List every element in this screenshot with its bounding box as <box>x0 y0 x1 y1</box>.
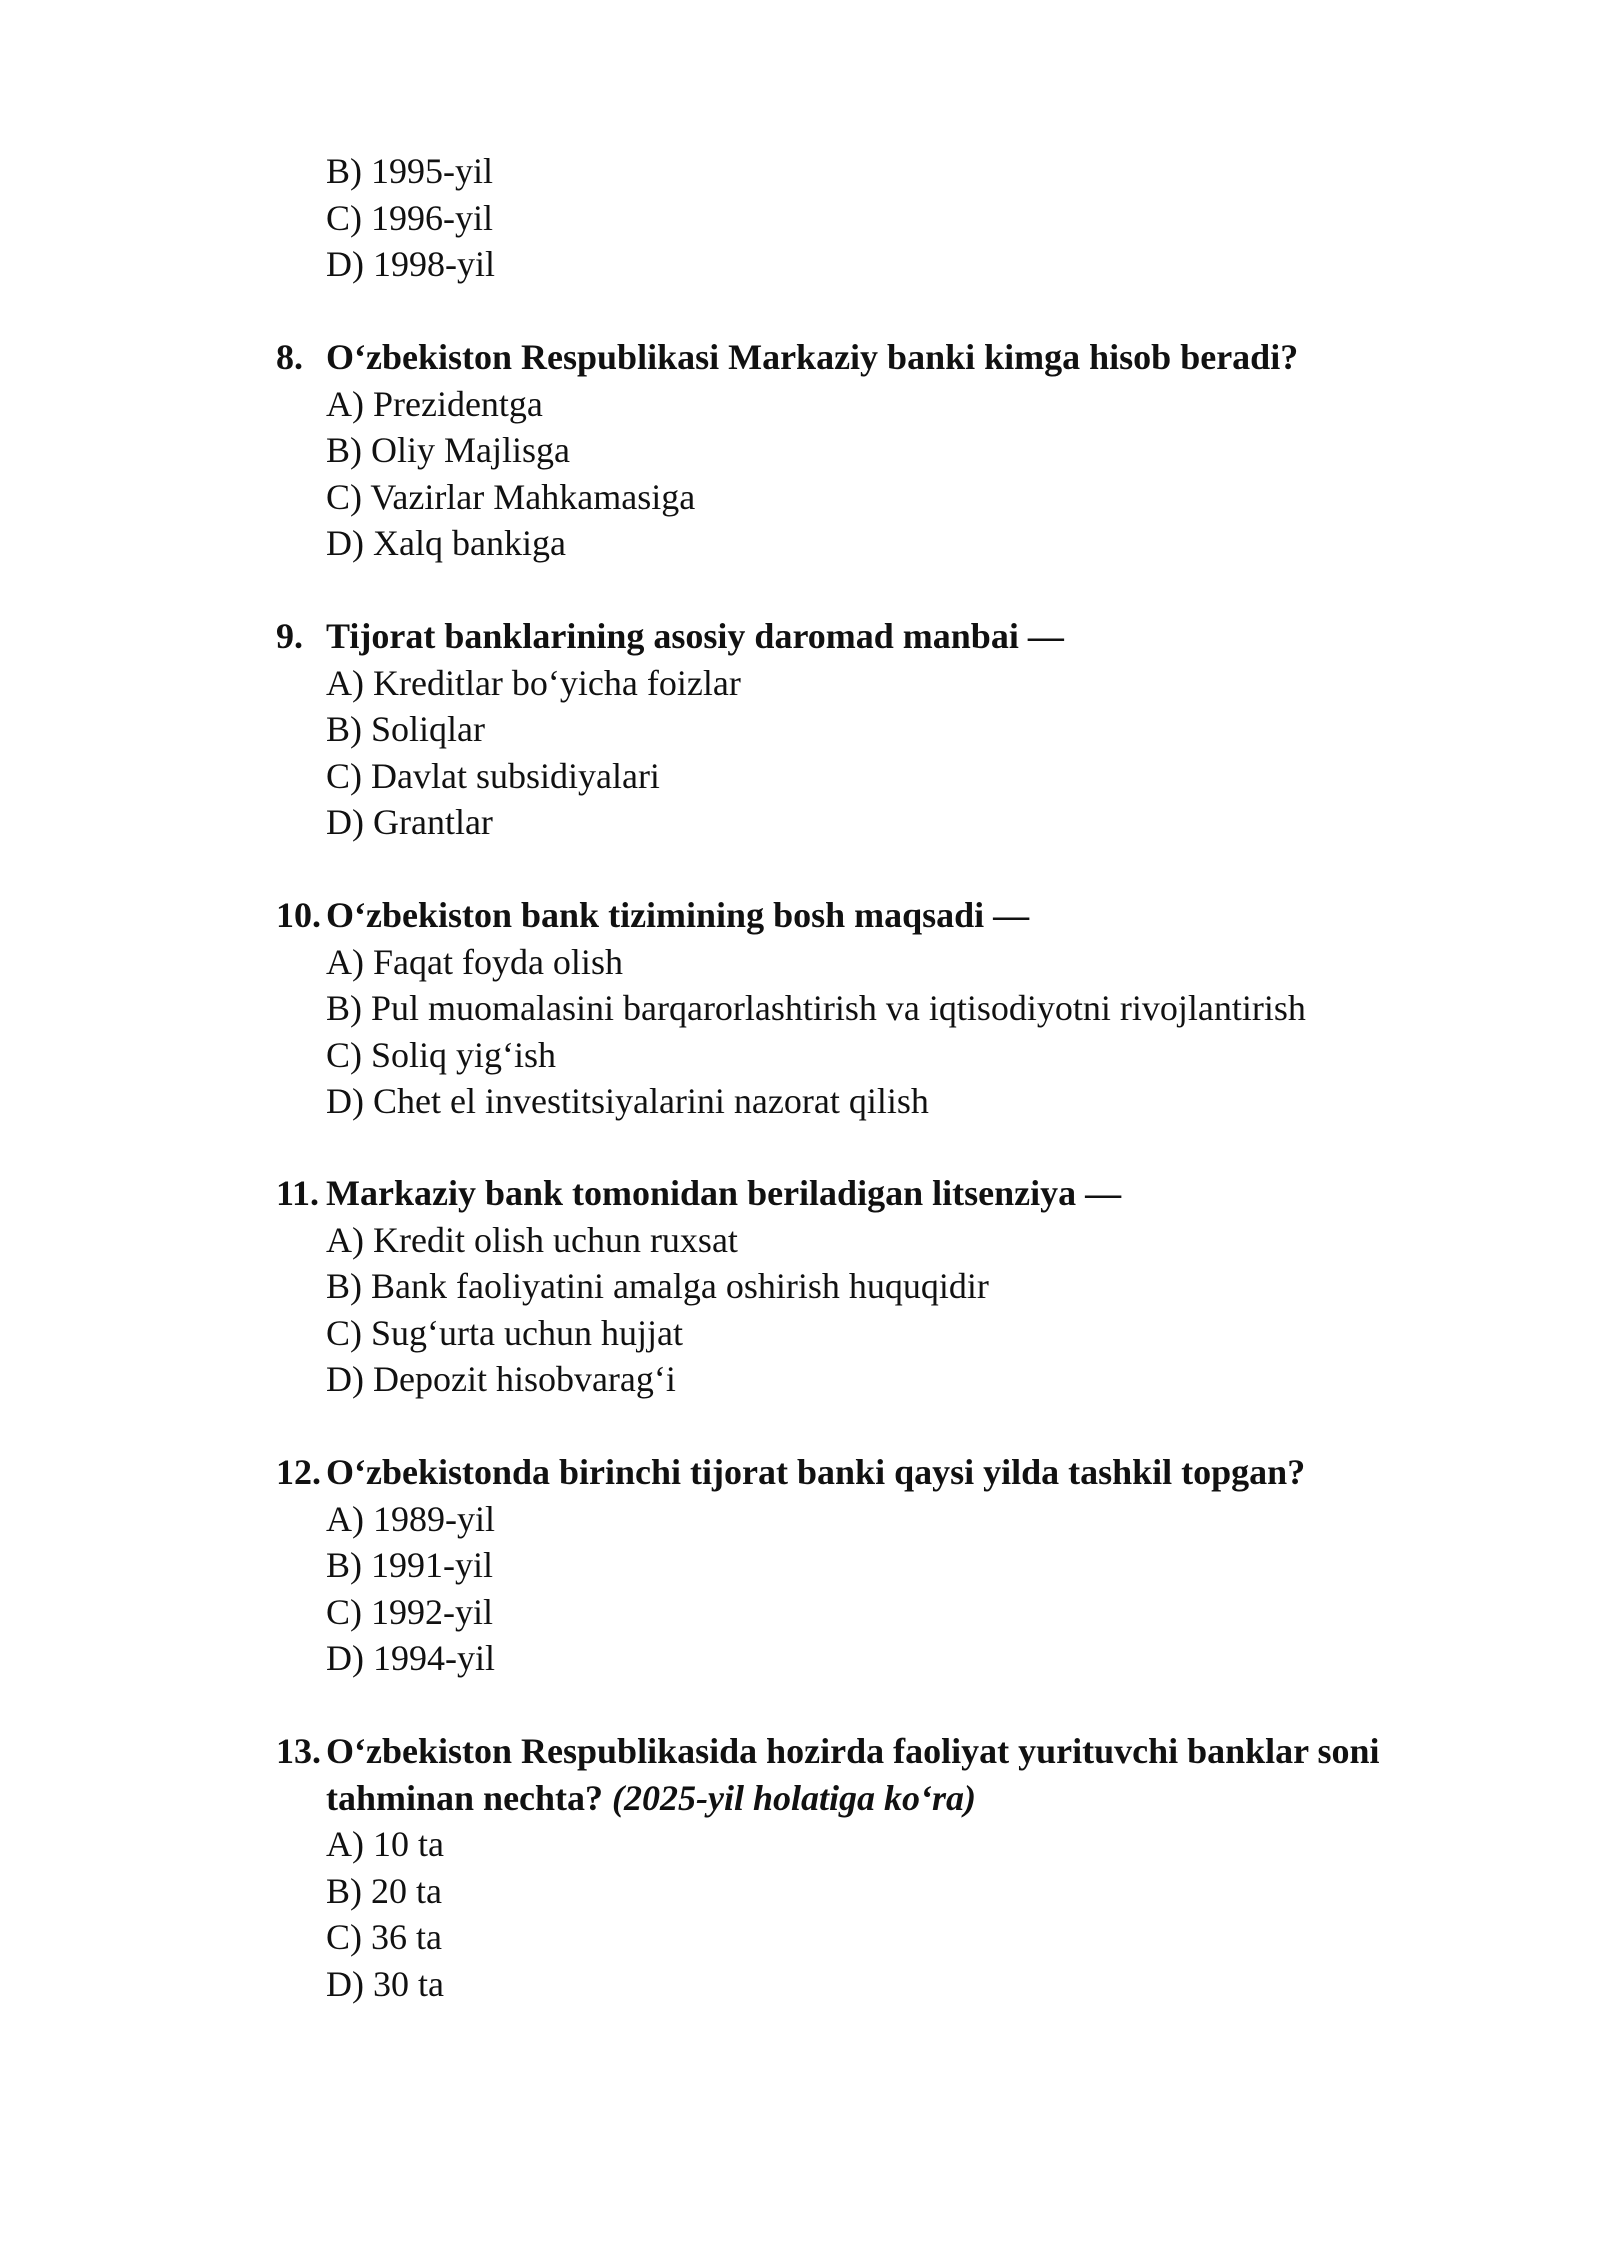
option: D) 1994-yil <box>326 1638 495 1678</box>
question-text: O‘zbekistonda birinchi tijorat banki qaysi yilda tashkil topgan? <box>326 1452 1306 1492</box>
answer-options <box>326 939 1456 1125</box>
question-header <box>276 1728 1456 1821</box>
option: D) Grantlar <box>326 802 493 842</box>
option: D) 1998-yil <box>326 244 495 284</box>
question-number: 9. <box>276 616 303 656</box>
option: D) Depozit hisobvarag‘i <box>326 1359 676 1399</box>
question-header <box>276 1170 1456 1217</box>
option: D) 30 ta <box>326 1963 444 2004</box>
option: A) 10 ta <box>326 1824 444 1864</box>
option: A) Prezidentga <box>326 383 543 424</box>
answer-options <box>326 1496 1456 1682</box>
answer-options <box>326 1217 1456 1403</box>
option: A) Kredit olish uchun ruxsat <box>326 1219 738 1260</box>
question-10 <box>276 892 1456 1125</box>
question-header <box>276 613 1456 660</box>
option: C) 1996-yil <box>326 197 493 238</box>
answer-options <box>326 1821 1456 2007</box>
option: B) Pul muomalasini barqarorlashtirish va iqtisodiyotni rivojlantirish <box>326 988 1306 1028</box>
answer-options <box>326 660 1456 846</box>
option: B) Soliqlar <box>326 709 485 749</box>
option: B) 1991-yil <box>326 1545 493 1585</box>
option: A) Faqat foyda olish <box>326 941 623 982</box>
question-number: 11. <box>276 1173 320 1213</box>
question-text-main: O‘zbekiston Respublikasida hozirda faoliyat yurituvchi banklar soni tahminan nechta? <box>326 1731 1380 1818</box>
option: A) 1989-yil <box>326 1498 495 1539</box>
option: B) 1995-yil <box>326 151 493 191</box>
question-12 <box>276 1449 1456 1682</box>
option: C) Davlat subsidiyalari <box>326 755 660 796</box>
question-text: Markaziy bank tomonidan beriladigan litsenziya — <box>326 1173 1122 1213</box>
option: C) 36 ta <box>326 1917 442 1957</box>
question-number: 12. <box>276 1452 321 1492</box>
question-note: (2025-yil holatiga ko‘ra) <box>612 1777 977 1818</box>
question-header <box>276 892 1456 939</box>
question-number: 8. <box>276 337 303 377</box>
question-text: Tijorat banklarining asosiy daromad manbai — <box>326 616 1064 656</box>
question-header <box>276 1449 1456 1496</box>
option: B) Oliy Majlisga <box>326 430 570 470</box>
previous-question-options <box>326 148 495 288</box>
question-text <box>326 1728 1456 1821</box>
option: C) Soliq yig‘ish <box>326 1034 557 1075</box>
option: B) Bank faoliyatini amalga oshirish huquqidir <box>326 1266 989 1306</box>
option: B) 20 ta <box>326 1870 442 1911</box>
question-13 <box>276 1728 1456 2007</box>
option: C) 1992-yil <box>326 1591 493 1632</box>
question-text: O‘zbekiston Respublikasi Markaziy banki kimga hisob beradi? <box>326 337 1299 377</box>
option: C) Vazirlar Mahkamasiga <box>326 476 696 517</box>
question-number: 10. <box>276 895 321 935</box>
option: D) Chet el investitsiyalarini nazorat qilish <box>326 1081 929 1121</box>
answer-options <box>326 381 1456 567</box>
question-8 <box>276 334 1456 567</box>
option: D) Xalq bankiga <box>326 523 566 563</box>
question-11 <box>276 1170 1456 1403</box>
question-header <box>276 334 1456 381</box>
question-9 <box>276 613 1456 846</box>
question-text: O‘zbekiston bank tizimining bosh maqsadi — <box>326 895 1030 935</box>
question-number: 13. <box>276 1731 321 1771</box>
option: A) Kreditlar bo‘yicha foizlar <box>326 662 741 703</box>
option: C) Sug‘urta uchun hujjat <box>326 1312 683 1353</box>
